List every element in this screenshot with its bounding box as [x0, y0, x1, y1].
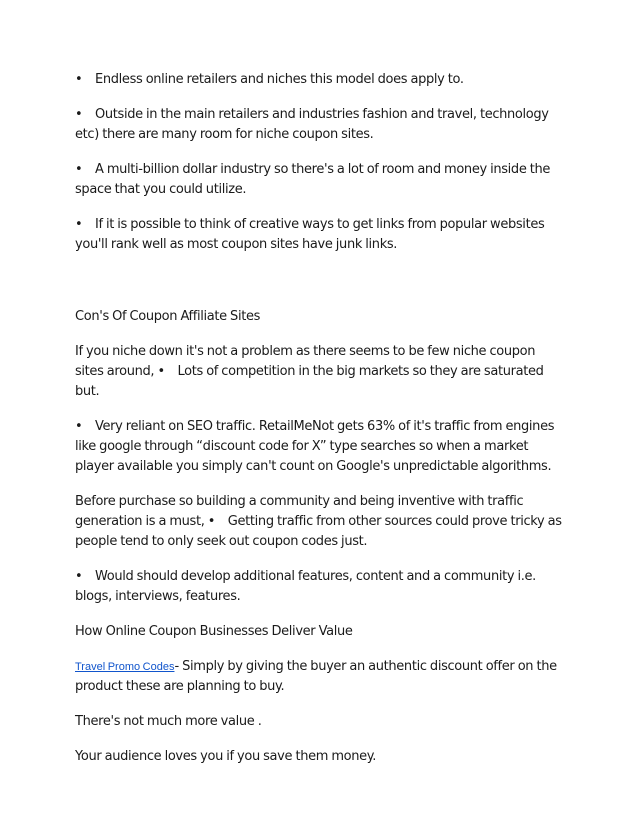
bullet-marker: • — [75, 107, 83, 122]
value-paragraph-3: Your audience loves you if you save them money. — [75, 749, 377, 764]
cons-paragraph-1 — [75, 342, 565, 402]
bullet-marker: • — [207, 514, 216, 529]
cons-paragraph-3-bullet-text: Getting traffic from other sources could prove tricky as people tend to only seek out coupon codes just. — [75, 514, 562, 549]
cons-paragraph-2-text: Very reliant on SEO traffic. RetailMeNot gets 63% of it's traffic from engines like google through “discount code for X” type searches so when a market player available you simply can't count on Google's unpredictable algorithms. — [75, 419, 555, 474]
cons-paragraph-3-text: Before purchase so building a community and being inventive with traffic generation is a must, — [75, 494, 524, 529]
pro-item-4-text: If it is possible to think of creative ways to get links from popular websites you'll rank well as most coupon sites have junk links. — [75, 217, 545, 252]
pro-item-2 — [75, 105, 565, 145]
bullet-marker: • — [75, 217, 83, 232]
document-body — [75, 70, 565, 782]
value-paragraph-2: There's not much more value . — [75, 714, 262, 729]
cons-paragraph-4 — [75, 567, 565, 607]
bullet-marker: • — [157, 364, 165, 379]
bullet-marker: • — [75, 569, 83, 584]
pro-item-1 — [75, 70, 565, 90]
value-paragraph-1 — [75, 657, 565, 697]
cons-paragraph-1-bullet-text: Lots of competition in the big markets so they are saturated but. — [75, 364, 544, 399]
travel-promo-codes-link[interactable]: Travel Promo Codes — [75, 661, 175, 673]
pro-item-3-text: A multi-billion dollar industry so there's a lot of room and money inside the space that you could utilize. — [75, 162, 551, 197]
bullet-marker: • — [75, 72, 83, 87]
cons-paragraph-1-text: If you niche down it's not a problem as there seems to be few niche coupon sites around, — [75, 344, 536, 379]
cons-heading: Con's Of Coupon Affiliate Sites — [75, 309, 261, 324]
section-spacer — [75, 270, 565, 307]
bullet-marker: • — [75, 162, 83, 177]
cons-paragraph-4-text: Would should develop additional features, content and a community i.e. blogs, interviews, features. — [75, 569, 536, 604]
cons-paragraph-2 — [75, 417, 565, 477]
value-paragraph-1-text: - Simply by giving the buyer an authentic discount offer on the product these are planning to buy. — [75, 659, 557, 694]
pro-item-4 — [75, 215, 565, 255]
cons-paragraph-3 — [75, 492, 565, 552]
bullet-marker: • — [75, 419, 83, 434]
pro-item-1-text: Endless online retailers and niches this model does apply to. — [95, 72, 464, 87]
pro-item-3 — [75, 160, 565, 200]
value-heading: How Online Coupon Businesses Deliver Value — [75, 624, 353, 639]
pro-item-2-text: Outside in the main retailers and industries fashion and travel, technology etc) there are many room for niche coupon sites. — [75, 107, 549, 142]
